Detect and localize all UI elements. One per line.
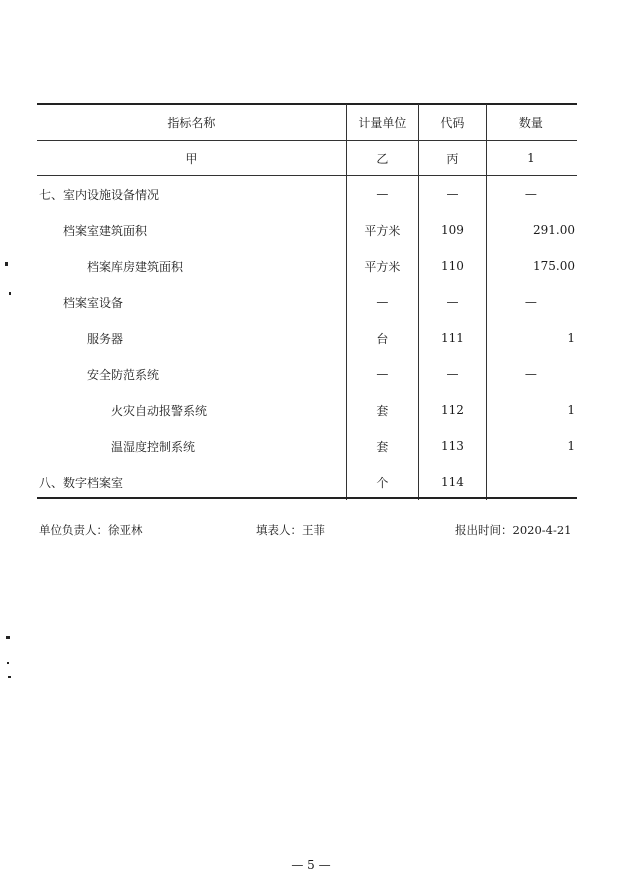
row-code: — xyxy=(419,284,487,320)
row-name: 档案室设备 xyxy=(63,295,124,310)
row-quantity: 291.00 xyxy=(486,212,577,248)
row-code: 109 xyxy=(419,212,487,248)
row-name: 温湿度控制系统 xyxy=(111,439,196,454)
scan-speck xyxy=(5,262,8,266)
row-name: 档案室建筑面积 xyxy=(63,223,148,238)
subheader-unit: 乙 xyxy=(346,141,418,176)
row-quantity: 175.00 xyxy=(486,248,577,284)
subheader-code: 丙 xyxy=(419,141,487,176)
table-row xyxy=(37,428,577,464)
row-code: 112 xyxy=(419,392,487,428)
table-header-row xyxy=(37,104,577,141)
scan-speck xyxy=(9,292,11,295)
row-quantity: — xyxy=(486,284,577,320)
row-quantity: — xyxy=(486,176,577,213)
row-code: — xyxy=(419,356,487,392)
table-row xyxy=(37,356,577,392)
page-number: — 5 — xyxy=(291,858,331,872)
row-quantity: — xyxy=(486,356,577,392)
row-unit: — xyxy=(346,284,418,320)
row-code: 110 xyxy=(419,248,487,284)
table-row xyxy=(37,464,577,500)
row-code: — xyxy=(419,176,487,213)
row-code: 111 xyxy=(419,320,487,356)
row-unit: 平方米 xyxy=(346,212,418,248)
row-name: 服务器 xyxy=(87,331,124,346)
row-unit: 平方米 xyxy=(346,248,418,284)
table-row xyxy=(37,176,577,213)
statistics-table xyxy=(37,104,577,500)
row-unit: — xyxy=(346,356,418,392)
scan-speck xyxy=(6,636,10,639)
row-unit: 套 xyxy=(346,428,418,464)
table-row xyxy=(37,284,577,320)
row-unit: 台 xyxy=(346,320,418,356)
table-subheader-row xyxy=(37,141,577,176)
table-bottom-rule xyxy=(37,497,577,499)
row-quantity: 1 xyxy=(486,392,577,428)
row-quantity: 1 xyxy=(486,320,577,356)
row-unit: 套 xyxy=(346,392,418,428)
row-quantity: 1 xyxy=(486,428,577,464)
subheader-name: 甲 xyxy=(37,141,346,176)
row-name: 档案库房建筑面积 xyxy=(87,259,184,274)
row-quantity xyxy=(486,464,577,500)
row-name: 七、室内设施设备情况 xyxy=(39,187,160,202)
header-quantity: 数量 xyxy=(486,104,577,141)
row-unit: — xyxy=(346,176,418,213)
row-code: 113 xyxy=(419,428,487,464)
subheader-quantity: 1 xyxy=(486,141,577,176)
row-name: 八、数字档案室 xyxy=(39,475,124,490)
table-row xyxy=(37,212,577,248)
header-unit: 计量单位 xyxy=(346,104,418,141)
table-row xyxy=(37,320,577,356)
scan-speck xyxy=(8,676,11,678)
scan-speck xyxy=(7,662,9,664)
footer-report-time: 报出时间：2020-4-21 xyxy=(455,523,572,537)
row-name: 安全防范系统 xyxy=(87,367,160,382)
footer-responsible: 单位负责人：徐亚林 xyxy=(39,523,143,537)
header-code: 代码 xyxy=(419,104,487,141)
table-row xyxy=(37,392,577,428)
table-row xyxy=(37,248,577,284)
footer-filler: 填表人：王菲 xyxy=(256,523,325,537)
row-name: 火灾自动报警系统 xyxy=(111,403,208,418)
row-code: 114 xyxy=(419,464,487,500)
header-name: 指标名称 xyxy=(37,104,346,141)
row-unit: 个 xyxy=(346,464,418,500)
